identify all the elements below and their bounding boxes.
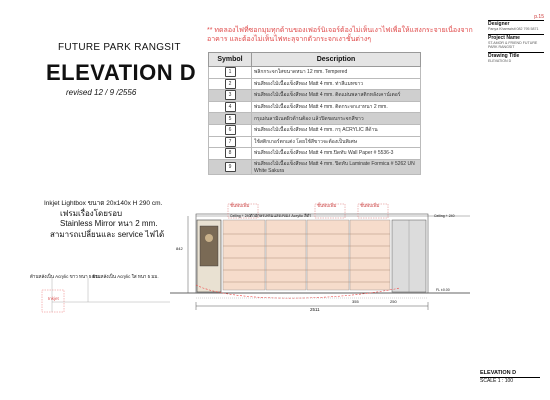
table-row [209, 124, 421, 136]
drawing-title: ELEVATION D [46, 60, 197, 85]
symbol-mark: 7 [225, 137, 236, 147]
service-note: สามารถเปลี่ยนและ service ไฟได้ [50, 230, 165, 239]
lightbox-note: Inkjet Lightbox ขนาด 20x140x H 290 cm. [44, 200, 163, 207]
symbol-mark: 4 [225, 102, 236, 112]
spec-header-description: Description [252, 53, 421, 67]
lighting-note: ** ทดลองไฟที่ซอกมุมทุกด้านของเฟอร์นิเจอร์ต้องไม่เห็นเงาไฟเพื่อให้แสงกระจายเนื่องจากอาคาร และต้องไม่เห็นไฟทะลุจากตัวกระจกเงาชั้นต่างๆ [207, 27, 473, 43]
spec-desc: กรุแผ่นลามิเนตผิวด้านต้อง แล้วปิดขอบกระจกสีขาว [252, 113, 421, 125]
acrylic-right-note: ด้านหลังเป็น Acrylic ใส หนา 5 มม. [92, 274, 159, 279]
spec-desc: ใช้สติกเกอร์ตกแต่ง โดยใช้สีขาวจะต้องเป็นพิเศษ [252, 136, 421, 148]
symbol-mark: 1 [225, 67, 236, 77]
logo-note: ตัวอักษรเฟรมแสดงของ Acrylic สีดำ [250, 213, 312, 218]
height-dim-label: 842 [176, 246, 183, 251]
spec-desc: พ่นสีทองไม้เนื้อแข็งสีทอง Matt 4 mm. กรุ ACRYLIC สีด้าน [252, 124, 421, 136]
mirror-note: Stainless Mirror หนา 2 mm. [60, 219, 158, 228]
spec-body [209, 67, 421, 175]
shelf-bay-4 [350, 220, 390, 290]
frame-note: เฟรมเรื่องโดยรอบ [60, 209, 123, 218]
symbol-mark: 8 [225, 148, 236, 158]
lightbox-image [200, 226, 218, 266]
spec-desc: พ่นสีทองไม้เนื้อแข็งสีทอง Matt 4 mm. ปิดทับ Laminate Formica # 5262 UN White Sakura [252, 159, 421, 174]
project-value: ST.AMOR & FRIEND FUTURE PARK RANGSIT [488, 40, 538, 49]
symbol-mark: 3 [225, 90, 236, 100]
inkjet-label: Inkjet [48, 296, 59, 301]
spec-desc: พ่นสีทองไม้เนื้อแข็งสีทอง Matt 4 mm. ท่าสีแมทขาว [252, 78, 421, 90]
acrylic-left-note: ด้านหลังเป็น Acrylic ขาว หนา 5 มม. [30, 274, 100, 279]
spec-header-symbol: Symbol [209, 53, 252, 67]
spec-header-row [209, 53, 421, 67]
shelf-note-2: ชั้นพับเพิ่ม [317, 203, 337, 208]
table-row [209, 136, 421, 148]
project-label: Project Name [488, 34, 544, 41]
table-row [209, 78, 421, 90]
shelf-note-1: ชั้นพับเพิ่ม [230, 203, 250, 208]
title-block [488, 18, 544, 63]
shelf-bay-2 [266, 220, 306, 290]
floor-label: FL ±0.00 [436, 288, 450, 292]
table-row [209, 101, 421, 113]
table-row [209, 148, 421, 160]
page-number: p.15 [534, 14, 544, 20]
designer-label: Designer [488, 20, 544, 27]
table-row [209, 67, 421, 79]
project-subtitle: FUTURE PARK RANGSIT [58, 42, 181, 53]
total-dim-label: 2511 [310, 307, 320, 312]
shelf-note-3: ชั้นพับเพิ่ม [360, 203, 380, 208]
dim-a-label: 355 [352, 299, 359, 304]
footer-block [480, 370, 540, 384]
ceiling-right: Ceiling + 240 [434, 214, 455, 218]
symbol-mark: 6 [225, 125, 236, 135]
ceiling-left: Ceiling + 240 [230, 214, 251, 218]
spec-table [208, 52, 421, 175]
table-row [209, 159, 421, 174]
lightbox-figure [205, 234, 213, 242]
inkjet-box [42, 290, 64, 312]
drawing-value: ELEVATION D [488, 58, 512, 63]
symbol-mark: 9 [225, 162, 236, 172]
footer-scale: SCALE 1 : 100 [480, 377, 540, 384]
table-row [209, 113, 421, 125]
shelf-bay-3 [307, 220, 349, 290]
table-row [209, 90, 421, 102]
spec-desc: พ่นสีทองไม้เนื้อแข็งสีทอง Matt 4 mm. ติดแผ่นพลาสติกหลังเคาน์เตอร์ [252, 90, 421, 102]
dim-b-label: 250 [390, 299, 397, 304]
footer-title: ELEVATION D [480, 370, 517, 376]
symbol-mark: 5 [225, 114, 236, 124]
designer-value: Panya Khamwisit 082 795 5871 [488, 27, 539, 31]
spec-desc: พลิกกระจกใสขนาดหนา 12 mm. Tempered [252, 67, 421, 79]
symbol-mark: 2 [225, 79, 236, 89]
drawing-label: Drawing Title [488, 52, 544, 59]
spec-desc: พ่นสีทองไม้เนื้อแข็งสีทอง Matt 4 mm. ติดกระจกเงาหนา 2 mm. [252, 101, 421, 113]
shelf-bay-1 [223, 220, 265, 290]
revision-date: revised 12 / 9 /2556 [66, 88, 137, 97]
spec-desc: พ่นสีทองไม้เนื้อแข็งสีทอง Matt 4 mm.ปิดทับ Wall Paper # 5536-3 [252, 148, 421, 160]
